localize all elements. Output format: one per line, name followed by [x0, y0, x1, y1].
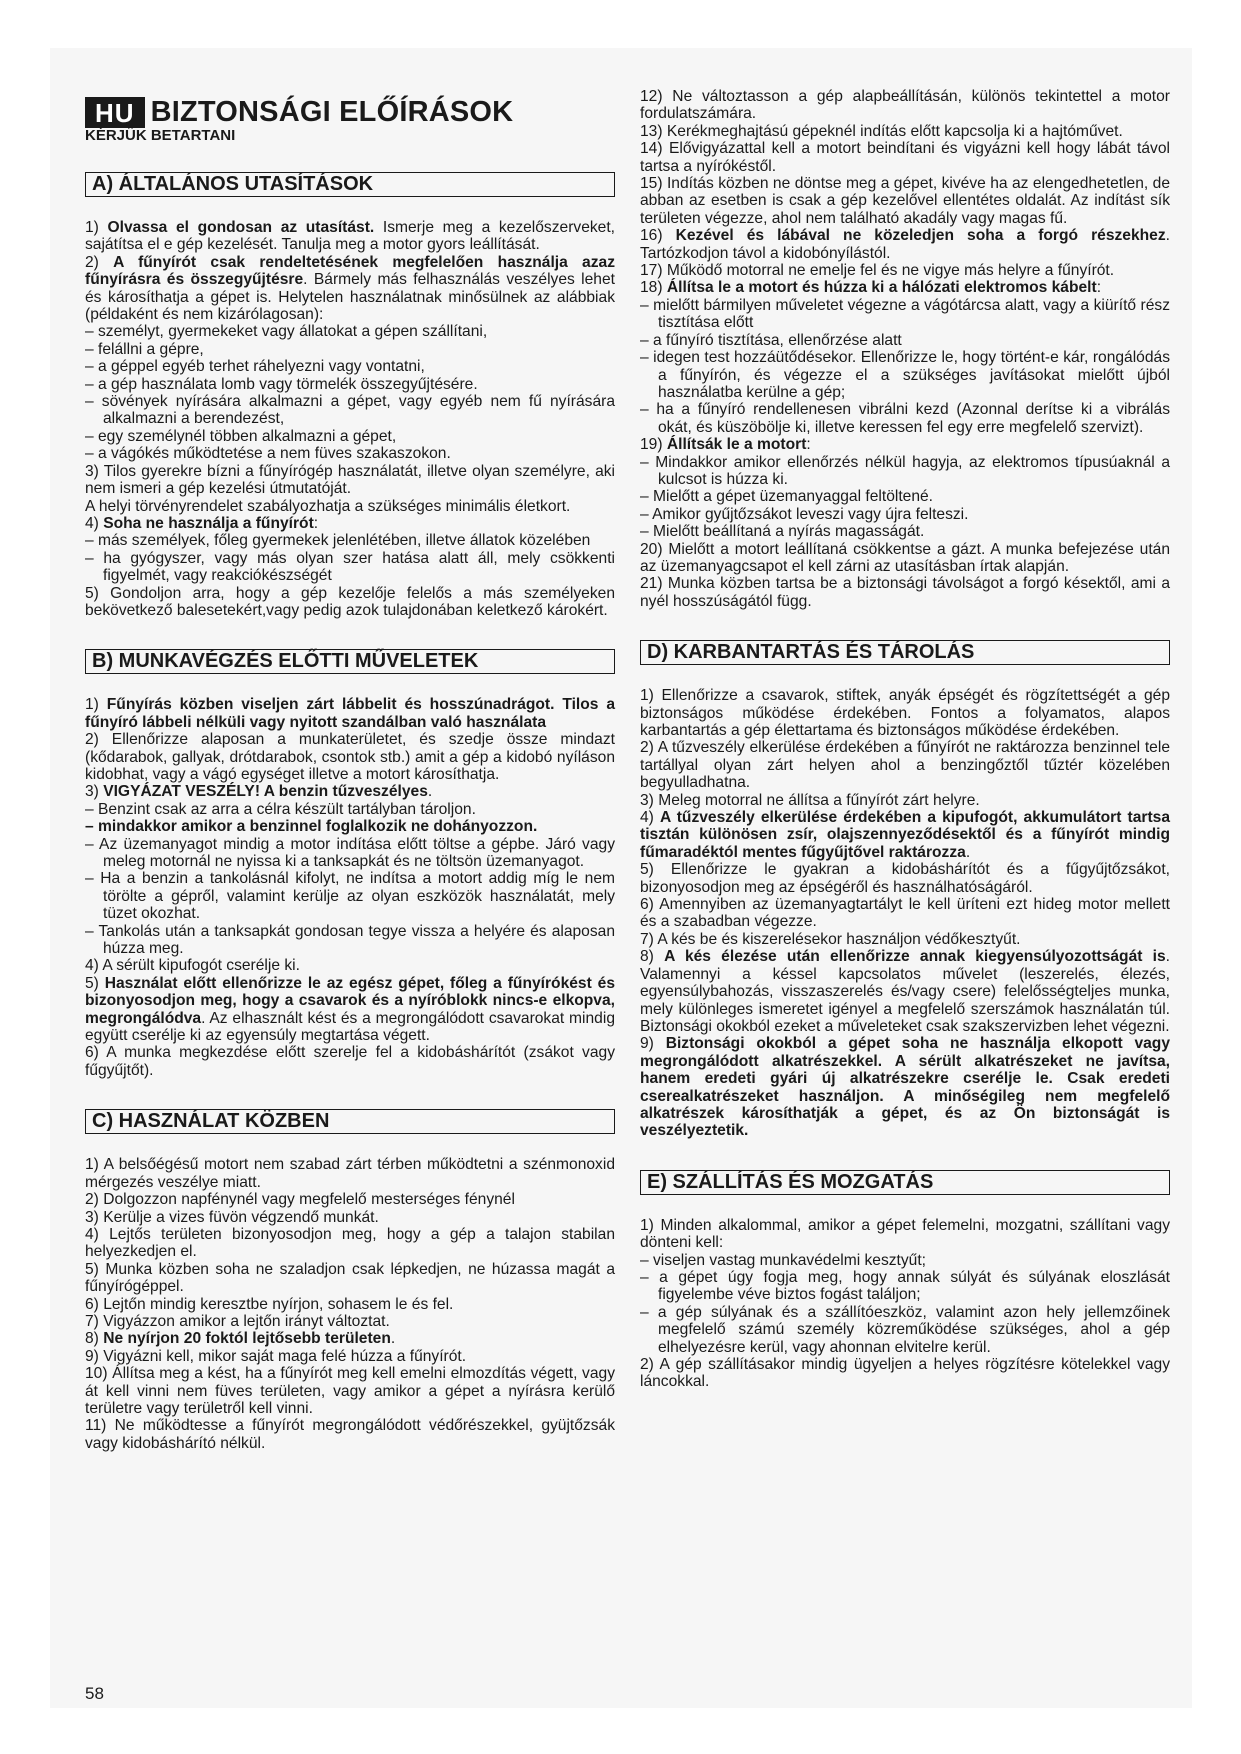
list-item: – Amikor gyűjtőzsákot leveszi vagy újra felteszi. — [640, 505, 969, 523]
paragraph: 2) A tűzveszély elkerülése érdekében a fűnyírót ne raktározza benzinnel tele tartállyal olyan zárt helyen ahol a benzingőztől tűztér közelében begyulladhatna. — [640, 739, 1170, 792]
list-item: – Ha a benzin a tankolásnál kifolyt, ne indítsa a motort addig míg le nem törölte a gépről, valamint kerülje az olyan eszközök használatát, mely tüzet okozhat. — [85, 870, 615, 923]
page-subtitle: KÉRJÜK BETARTANI — [85, 127, 236, 144]
paragraph: 19) Állítsák le a motort: — [640, 436, 811, 454]
paragraph: 5) Munka közben soha ne szaladjon csak lépkedjen, ne húzassa magát a fűnyírógéppel. — [85, 1260, 615, 1296]
paragraph: 6) A munka megkezdése előtt szerelje fel a kidobáshárítót (zsákot vagy fűgyűjtőt). — [85, 1044, 615, 1079]
paragraph: 7) Vigyázzon amikor a lejtőn irányt változtat. — [85, 1312, 390, 1330]
paragraph: 7) A kés be és kiszerelésekor használjon védőkesztyűt. — [640, 930, 1021, 948]
list-item: – Mindakkor amikor ellenőrzés nélkül hagyja, az elektromos típusúaknál a kulcsot is húzza ki. — [640, 453, 1170, 488]
paragraph: 20) Mielőtt a motort leállítaná csökkentse a gázt. A munka befejezése után az üzemanyagcsapot el kell zárni az utasításban írtak alapján. — [640, 540, 1170, 575]
page-title: BIZTONSÁGI ELŐÍRÁSOK — [150, 96, 514, 128]
list-item: – a gép használata lomb vagy törmelék összegyűjtésére. — [85, 375, 478, 393]
section-d-heading: D) KARBANTARTÁS ÉS TÁROLÁS — [640, 640, 1170, 665]
paragraph: 17) Működő motorral ne emelje fel és ne vigye más helyre a fűnyírót. — [640, 262, 1115, 280]
paragraph: 3) Meleg motorral ne állítsa a fűnyírót zárt helyre. — [640, 791, 980, 809]
paragraph: 8) A kés élezése után ellenőrizze annak kiegyensúlyozottságát is. Valamennyi a késsel kapcsolatos művelet (leszerelés, élezés, egyensúlybahozás, visszaszerelés és/vagy csere) felelősségteljes munka, mely különleges ismeretet igényel a megfelelő szerszámok használatán túl. Biztonsági okokból ezeket a műveleteket csak szakszervizben lehet végezni. — [640, 948, 1170, 1035]
paragraph: 18) Állítsa le a motort és húzza ki a hálózati elektromos kábelt: — [640, 279, 1102, 297]
section-a-heading: A) ÁLTALÁNOS UTASÍTÁSOK — [85, 172, 615, 197]
right-column — [640, 88, 1170, 1391]
list-item: – sövények nyírására alkalmazni a gépet, vagy egyéb nem fű nyírására alkalmazni a berendezést, — [85, 393, 615, 428]
paragraph: 16) Kezével és lábával ne közeledjen soha a forgó részekhez. Tartózkodjon távol a kidobónyílástól. — [640, 227, 1170, 262]
paragraph: 13) Kerékmeghajtású gépeknél indítás előtt kapcsolja ki a hajtóművet. — [640, 122, 1123, 140]
list-item: – Az üzemanyagot mindig a motor indítása előtt töltse a gépbe. Járó vagy meleg motornál ne nyissa ki a tanksapkát és ne töltsön üzemanyagot. — [85, 835, 615, 870]
paragraph: 6) Amennyiben az üzemanyagtartályt le kell üríteni ezt hideg motor mellett és a szabadban végezze. — [640, 896, 1170, 931]
list-item: – mindakkor amikor a benzinnel foglalkozik ne dohányozzon. — [85, 818, 538, 836]
paragraph: 4) Lejtős területen bizonyosodjon meg, hogy a gép a talajon stabilan helyezkedjen el. — [85, 1225, 615, 1261]
list-item: – más személyek, főleg gyermekek jelenlétében, illetve állatok közelében — [85, 532, 591, 550]
paragraph: 1) Fűnyírás közben viseljen zárt lábbelit és hosszúnadrágot. Tilos a fűnyíró lábbeli nélküli vagy nyitott szandálban való használata — [85, 696, 615, 731]
section-b-heading: B) MUNKAVÉGZÉS ELŐTTI MŰVELETEK — [85, 649, 615, 674]
paragraph: 3) VIGYÁZAT VESZÉLY! A benzin tűzveszélyes. — [85, 783, 433, 801]
list-item: – egy személynél többen alkalmazni a gépet, — [85, 427, 397, 445]
list-item: – a fűnyíró tisztítása, ellenőrzése alatt — [640, 331, 902, 349]
paragraph: 1) A belsőégésű motort nem szabad zárt térben működtetni a szénmonoxid mérgezés veszélye miatt. — [85, 1156, 615, 1191]
paragraph: 6) Lejtőn mindig keresztbe nyírjon, sohasem le és fel. — [85, 1295, 454, 1313]
list-item: – ha a fűnyíró rendellenesen vibrálni kezd (Azonnal derítse ki a vibrálás okát, és küszöbölje ki, illetve keressen fel egy erre megfelelő szervizt). — [640, 401, 1170, 436]
paragraph: 10) Állítsa meg a kést, ha a fűnyírót meg kell emelni elmozdítás végett, vagy át kell vinni nem füves területen, vagy amikor a gépet a nyírásra kerülő területre vagy területről kell vinni. — [85, 1365, 615, 1417]
list-item: – Mielőtt beállítaná a nyírás magasságát. — [640, 523, 925, 541]
paragraph: 2) Ellenőrizze alaposan a munkaterületet, és szedje össze mindazt (kődarabok, gallyak, drótdarabok, csontok stb.) amit a gép a kidobó nyíláson kidobhat, vagy a vágó egységet illetve a motort károsíthatja. — [85, 731, 615, 783]
list-item: – Benzint csak az arra a célra készült tartályban tároljon. — [85, 800, 476, 818]
page-number: 58 — [85, 1684, 104, 1703]
section-e-heading: E) SZÁLLÍTÁS ÉS MOZGATÁS — [640, 1170, 1170, 1195]
paragraph: 1) Minden alkalommal, amikor a gépet felemelni, mozgatni, szállítani vagy dönteni kell: — [640, 1216, 1170, 1252]
paragraph: 3) Kerülje a vizes füvön végzendő munkát. — [85, 1208, 379, 1226]
paragraph: 4) A tűzveszély elkerülése érdekében a kipufogót, akkumulátort tartsa tisztán különösen zsír, olajszennyeződésektől és a fűnyírót mindig fűmaradéktól mentes fűgyűjtővel raktározza. — [640, 809, 1171, 861]
paragraph: A helyi törvényrendelet szabályozhatja a szükséges minimális életkort. — [85, 497, 571, 515]
list-item: – ha gyógyszer, vagy más olyan szer hatása alatt áll, mely csökkenti figyelmét, vagy reakciókészségét — [85, 549, 615, 585]
paragraph: 21) Munka közben tartsa be a biztonsági távolságot a forgó késektől, ami a nyél hosszúságától függ. — [640, 575, 1170, 610]
list-item: – a vágókés működtetése a nem füves szakaszokon. — [85, 445, 451, 463]
paragraph: 9) Vigyázni kell, mikor saját maga felé húzza a fűnyírót. — [85, 1347, 467, 1365]
list-item: – a géppel egyéb terhet ráhelyezni vagy vontatni, — [85, 358, 425, 376]
paragraph: 15) Indítás közben ne döntse meg a gépet, kivéve ha az elengedhetetlen, de abban az esetben is csak a gép kezelővel ellentétes oldalát. Az indítást sík területen végezze, ahol nem található akadály vagy magas fű. — [640, 175, 1170, 227]
paragraph: 14) Elővigyázattal kell a motort beindítani és vigyázni kell hogy lábát távol tartsa a nyírókéstől. — [640, 140, 1170, 175]
paragraph: 2) Dolgozzon napfénynél vagy megfelelő mesterséges fénynél — [85, 1191, 515, 1209]
paragraph: 5) Gondoljon arra, hogy a gép kezelője felelős a más személyeken bekövetkező balesetekért,vagy pedig azok tulajdonában keletkező károkért. — [85, 584, 615, 619]
paragraph: 11) Ne működtesse a fűnyírót megrongálódott védőrészekkel, gyüjtőzsák vagy kidobáshárító nélkül. — [85, 1417, 615, 1452]
paragraph: 3) Tilos gyerekre bízni a fűnyírógép használatát, illetve olyan személyre, aki nem ismeri a gép kezelési útmutatóját. — [85, 462, 615, 498]
list-item: – személyt, gyermekeket vagy állatokat a gépen szállítani, — [85, 323, 488, 341]
list-item: – a gép súlyának és a szállítóeszköz, valamint azon hely jellemzőinek megfelelő számú személy közreműködése szükséges, ahol a gép elhelyezésre kerül, vagy ahonnan elvitelre kerül. — [640, 1303, 1170, 1356]
section-c-heading: C) HASZNÁLAT KÖZBEN — [85, 1109, 615, 1134]
paragraph: 9) Biztonsági okokból a gépet soha ne használja elkopott vagy megrongálódott alkatrészekkel. A sérült alkatrészeket ne javítsa, hanem eredeti gyári új alkatrészekre cserélje le. Csak eredeti cserealkatrészeket használjon. A minőségileg nem megfelelő alkatrészek károsíthatják a gépet, és az Ön biztonságát is veszélyeztetik. — [640, 1035, 1171, 1140]
list-item: – felállni a gépre, — [85, 340, 204, 358]
paragraph: 5) Használat előtt ellenőrizze le az egész gépet, főleg a fűnyírókést és bizonyosodjon meg, hogy a csavarok és a nyíróblokk nincs-e elkopva, megrongálódva. Az elhasznált kést és a megrongálódott csavarokat mindig együtt cserélje ki az egyensúly megtartása végett. — [85, 974, 615, 1045]
list-item: – viseljen vastag munkavédelmi kesztyűt; — [640, 1251, 927, 1269]
list-item: – Tankolás után a tanksapkát gondosan tegye vissza a helyére és alaposan húzza meg. — [85, 922, 615, 958]
list-item: – idegen test hozzáütődésekor. Ellenőrizze le, hogy történt-e kár, rongálódás a fűnyírón, és végezze el a szükséges javításokat mielőtt újból használatba kerülne a gép; — [640, 349, 1170, 401]
paragraph: 8) Ne nyírjon 20 foktól lejtősebb területen. — [85, 1330, 396, 1348]
paragraph: 2) A gép szállításakor mindig ügyeljen a helyes rögzítésre kötelekkel vagy láncokkal. — [640, 1356, 1170, 1391]
list-item: – mielőtt bármilyen műveletet végezne a vágótárcsa alatt, vagy a kiürítő rész tisztítása előtt — [640, 296, 1170, 332]
paragraph: 4) A sérült kipufogót cserélje ki. — [85, 957, 300, 975]
paragraph: 12) Ne változtasson a gép alapbeállításán, különös tekintettel a motor fordulatszámára. — [640, 88, 1170, 123]
list-item: – Mielőtt a gépet üzemanyaggal feltöltené. — [640, 488, 934, 506]
list-item: – a gépet úgy fogja meg, hogy annak súlyát és súlyának eloszlását figyelembe véve biztos fogást találjon; — [640, 1268, 1170, 1304]
page-header — [85, 96, 513, 144]
language-badge: HU — [85, 97, 145, 128]
paragraph: 4) Soha ne használja a fűnyírót: — [85, 514, 319, 532]
left-column — [85, 172, 615, 1452]
paragraph: 2) A fűnyírót csak rendeltetésének megfelelően használja azaz fűnyírásra és összegyűjtésre. Bármely más felhasználás veszélyes lehet és károsíthatja a gépet is. Helytelen használatnak minősülnek az alábbiak (példaként és nem kizárólagosan): — [85, 253, 615, 324]
paragraph: 1) Olvassa el gondosan az utasítást. Ismerje meg a kezelőszerveket, sajátítsa el e gép kezelését. Tanulja meg a motor gyors leállítását. — [85, 219, 615, 254]
paragraph: 5) Ellenőrizze le gyakran a kidobáshárítót és a fűgyűjtőzsákot, bizonyosodjon meg az épségéről és használhatóságáról. — [640, 861, 1170, 896]
paragraph: 1) Ellenőrizze a csavarok, stiftek, anyák épségét és rögzítettségét a gép biztonságos működése érdekében. Fontos a folyamatos, alapos karbantartás a gép élettartama és biztonságos működése érdekében. — [640, 687, 1170, 739]
